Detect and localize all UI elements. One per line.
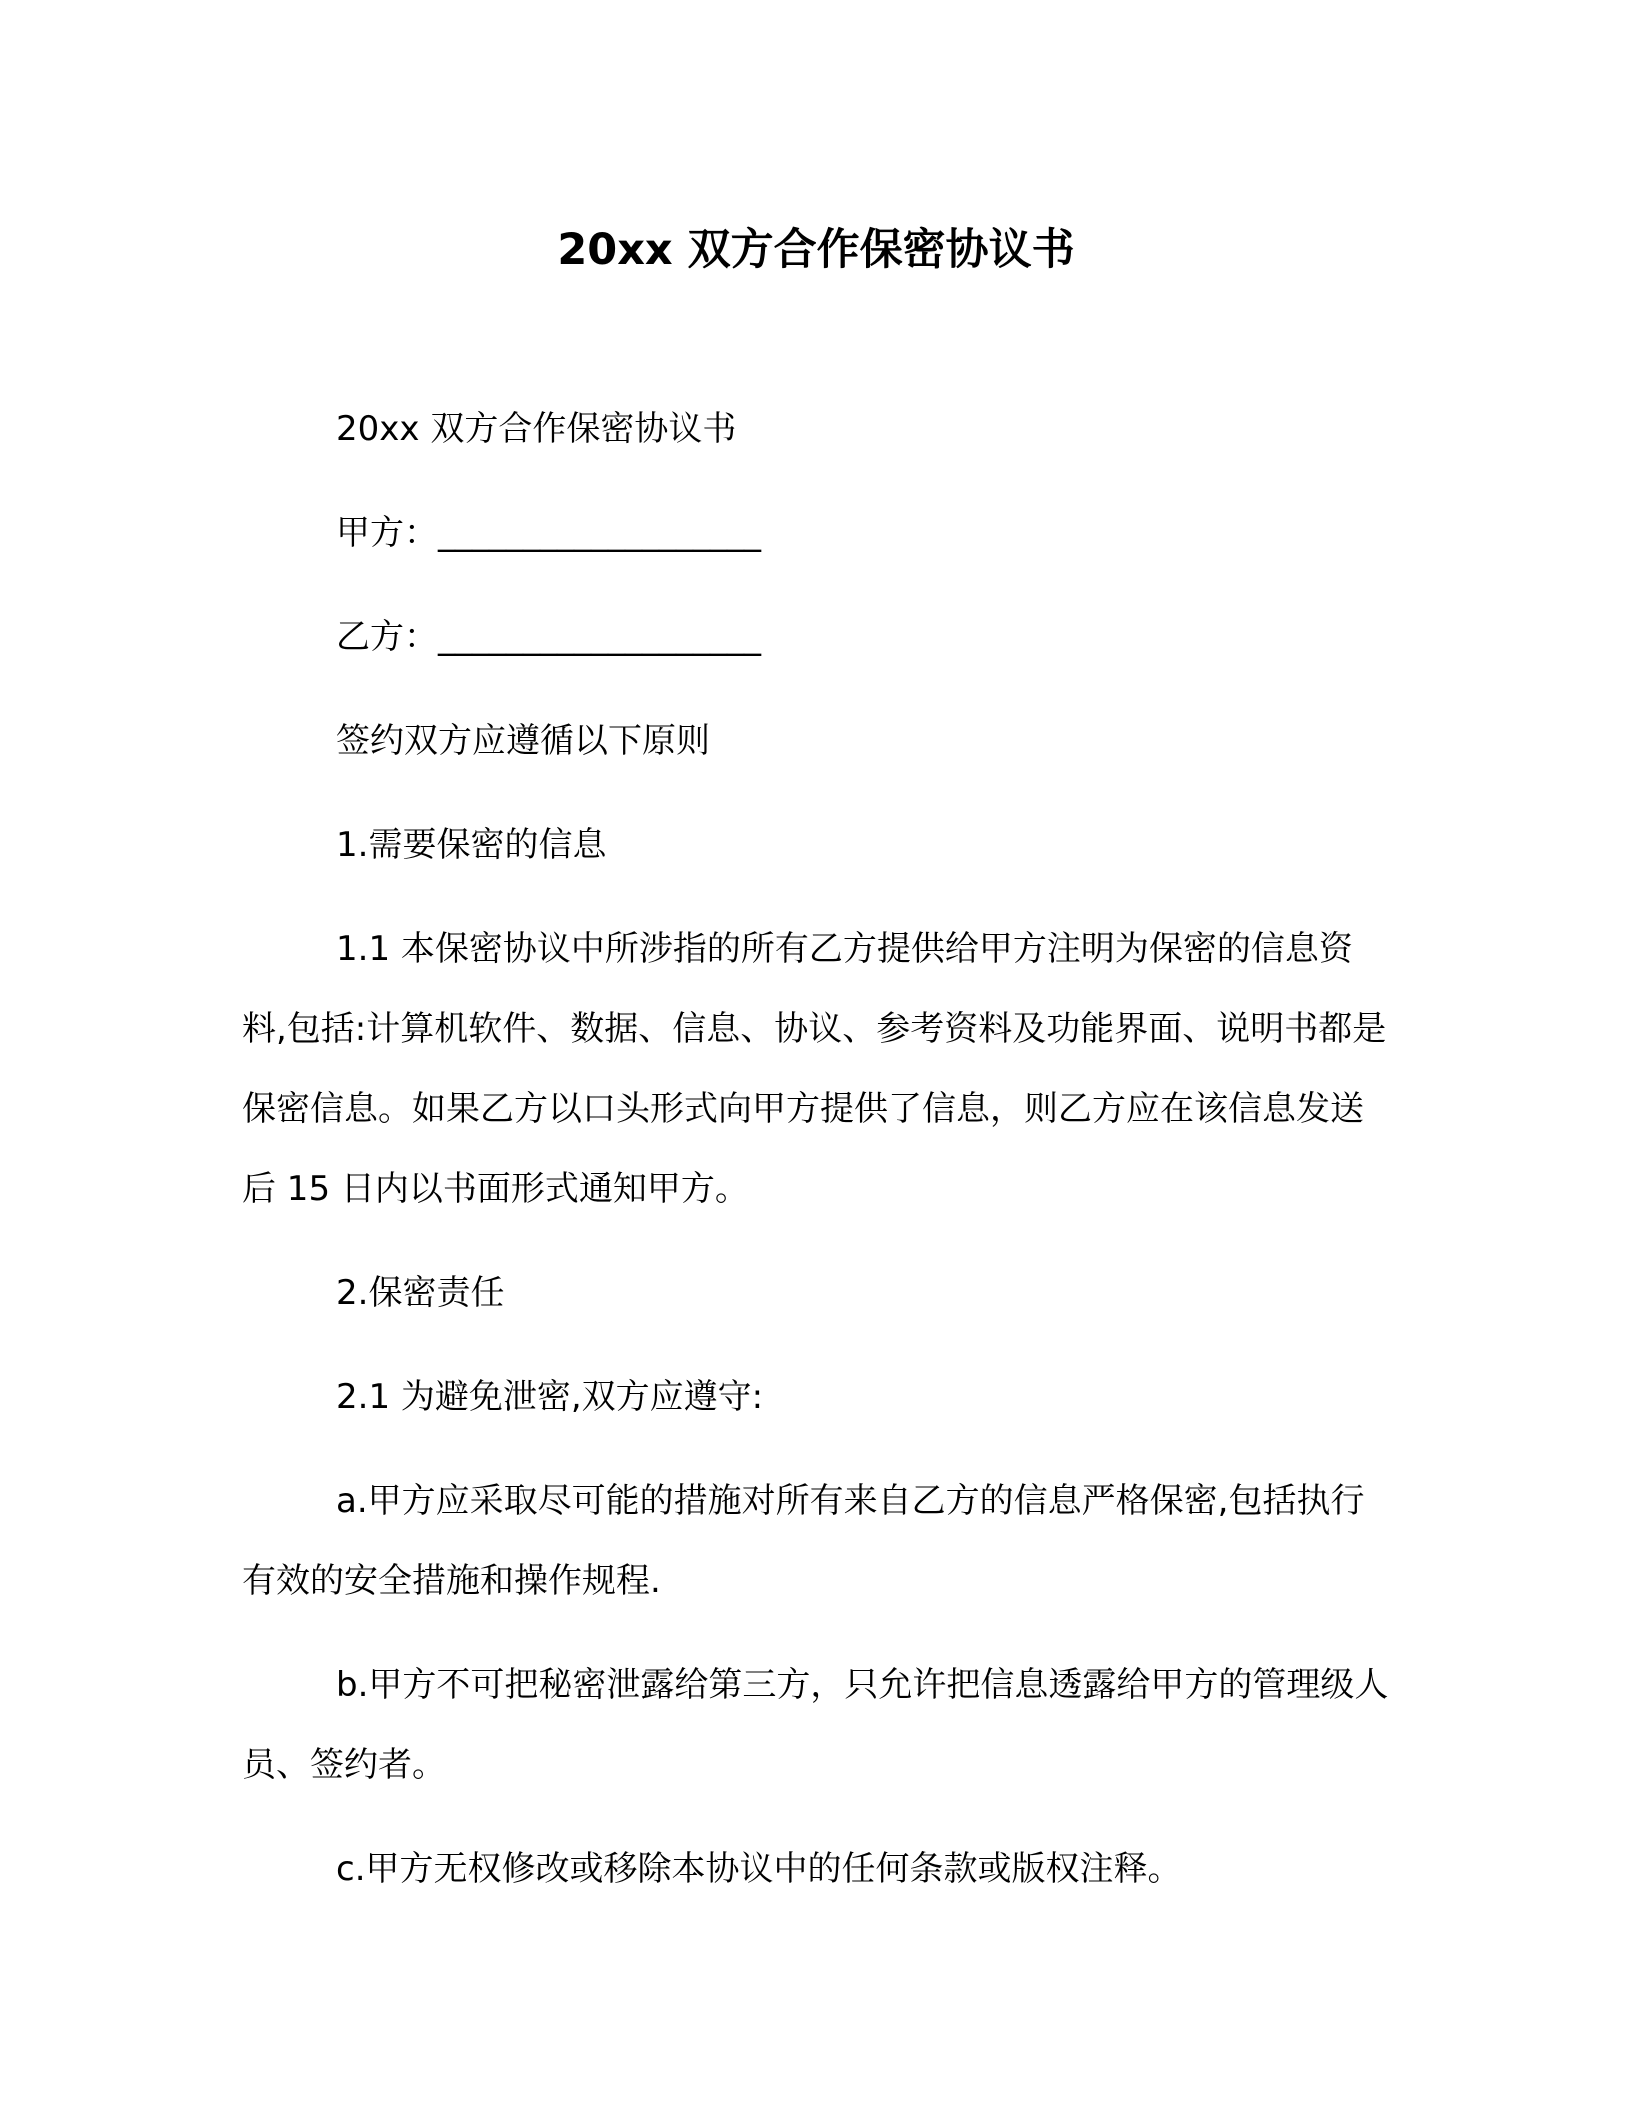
party-b-line: 乙方：___________________ — [336, 617, 761, 657]
subtitle-paragraph: 20xx 双方合作保密协议书 — [336, 409, 737, 449]
section-2-heading: 2.保密责任 — [336, 1273, 505, 1313]
party-a-line: 甲方：___________________ — [336, 513, 761, 553]
principles-intro: 签约双方应遵循以下原则 — [336, 721, 710, 761]
clause-c: c.甲方无权修改或移除本协议中的任何条款或版权注释。 — [336, 1849, 1182, 1889]
clause-b: b.甲方不可把秘密泄露给第三方，只允许把信息透露给甲方的管理级人员、签约者。 — [242, 1665, 1389, 1785]
clause-a: a.甲方应采取尽可能的措施对所有来自乙方的信息严格保密,包括执行有效的安全措施和操作规程. — [242, 1481, 1365, 1601]
document-title: 20xx 双方合作保密协议书 — [557, 225, 1075, 275]
clause-2-1: 2.1 为避免泄密,双方应遵守: — [336, 1377, 764, 1417]
clause-1-1: 1.1 本保密协议中所涉指的所有乙方提供给甲方注明为保密的信息资料,包括:计算机软件、数据、信息、协议、参考资料及功能界面、说明书都是保密信息。如果乙方以口头形式向甲方提供了信息，则乙方应在该信息发送后 15 日内以书面形式通知甲方。 — [242, 929, 1387, 1209]
section-1-heading: 1.需要保密的信息 — [336, 825, 607, 865]
document-body — [242, 389, 1392, 1909]
